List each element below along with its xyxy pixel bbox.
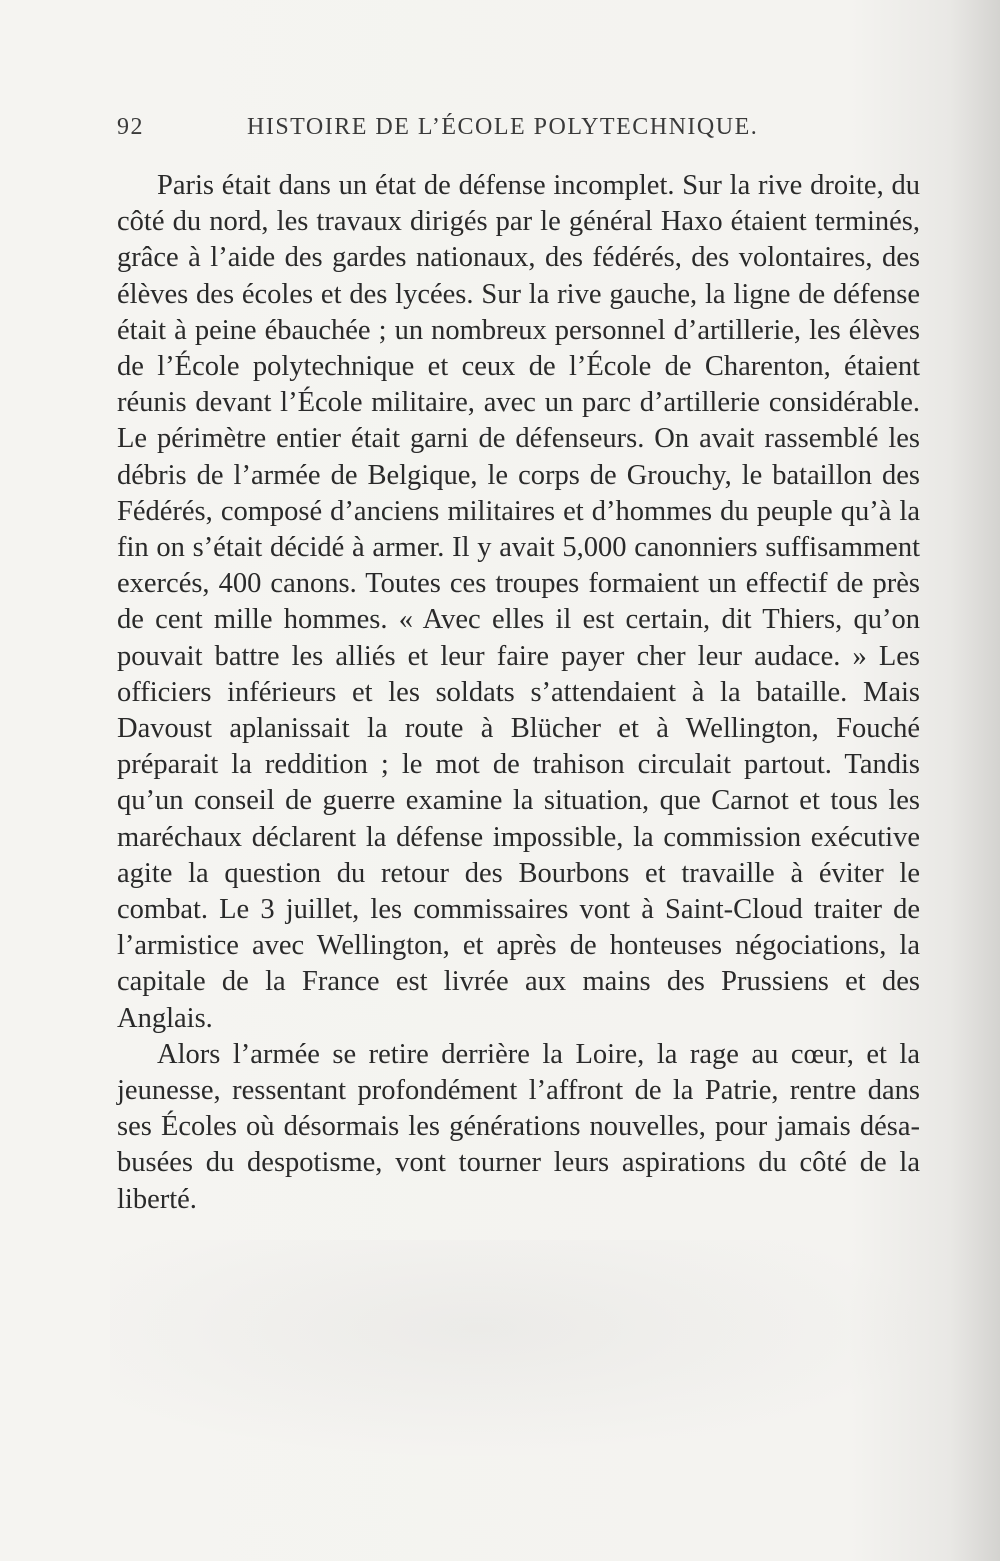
bleed-through-shadow — [110, 1240, 930, 1460]
body-text — [117, 168, 920, 1218]
page-header — [117, 114, 803, 148]
paragraph: Paris était dans un état de défense incomplet. Sur la rive droite, du côté du nord, les travaux dirigés par le général Haxo étaient terminés, grâce à l’aide des gardes nationaux, des fédérés, des volontaires, des élèves des écoles et des lycées. Sur la rive gauche, la ligne de défense était à peine ébauchée ; un nombreux personnel d’artillerie, les élèves de l’École polytechnique et ceux de l’École de Charenton, étaient réunis devant l’École militaire, avec un parc d’artillerie considérable. Le périmètre entier était garni de défenseurs. On avait rassemblé les débris de l’armée de Belgique, le corps de Grouchy, le bataillon des Fédérés, composé d’anciens militaires et d’hommes du peuple qu’à la fin on s’était décidé à armer. Il y avait 5,000 canonniers suffisamment exercés, 400 canons. Toutes ces troupes formaient un effectif de près de cent mille hommes. « Avec elles il est certain, dit Thiers, qu’on pouvait battre les alliés et leur faire payer cher leur audace. » Les officiers inférieurs et les soldats s’attendaient à la bataille. Mais Davoust aplanissait la route à Blücher et à Wellington, Fouché préparait la reddition ; le mot de trahison circulait partout. Tandis qu’un conseil de guerre examine la situation, que Carnot et tous les maréchaux déclarent la défense impossible, la commission exécutive agite la question du retour des Bourbons et travaille à éviter le combat. Le 3 juillet, les commissaires vont à Saint-Cloud traiter de l’armistice avec Wellington, et après de honteuses négociations, la capitale de la France est livrée aux mains des Prussiens et des Anglais. — [117, 170, 920, 1034]
paragraph: Alors l’armée se retire derrière la Loire, la rage au cœur, et la jeunesse, ressentant profondément l’affront de la Patrie, rentre dans ses Écoles où désormais les générations nouvelles, pour jamais désabusées du despotisme, vont tourner leurs aspirations du côté de la liberté. — [117, 1038, 920, 1215]
running-title: HISTOIRE DE L’ÉCOLE POLYTECHNIQUE. — [247, 114, 759, 140]
page-number: 92 — [117, 114, 144, 140]
